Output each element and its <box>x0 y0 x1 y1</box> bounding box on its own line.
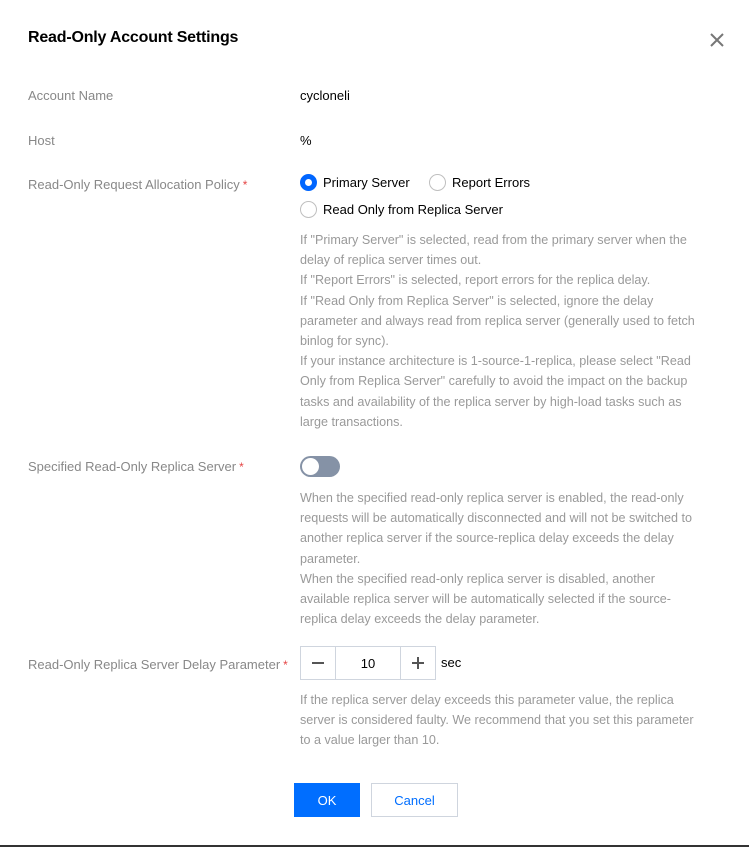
dialog-title: Read-Only Account Settings <box>28 29 239 46</box>
radio-label: Report Errors <box>452 175 531 190</box>
account-name-label: Account Name <box>28 88 114 103</box>
decrement-button[interactable] <box>301 647 335 679</box>
minus-icon <box>311 656 325 670</box>
delay-value-input[interactable]: 10 <box>335 647 401 679</box>
radio-report-errors[interactable] <box>429 174 530 191</box>
help-line: When the specified read-only replica server is disabled, another available replica server will be automatically selected if the source-replica delay exceeds the delay parameter. <box>300 571 671 627</box>
increment-button[interactable] <box>401 647 435 679</box>
specified-replica-help <box>300 488 700 629</box>
radio-primary-server[interactable] <box>300 174 410 191</box>
toggle-knob <box>302 458 319 475</box>
delay-parameter-label <box>28 657 288 672</box>
close-icon <box>707 30 727 50</box>
radio-unchecked-icon <box>300 201 317 218</box>
allocation-policy-label <box>28 177 247 192</box>
delay-parameter-label-text: Read-Only Replica Server Delay Parameter <box>28 657 281 672</box>
help-line: If your instance architecture is 1-source-1-replica, please select "Read Only from Replica Server" carefully to avoid the impact on the backup tasks and availability of the replica server by high-load tasks such as large transactions. <box>300 354 691 429</box>
close-button[interactable] <box>707 30 727 50</box>
delay-parameter-stepper <box>300 646 436 680</box>
allocation-policy-label-text: Read-Only Request Allocation Policy <box>28 177 240 192</box>
radio-label: Read Only from Replica Server <box>323 202 503 217</box>
radio-read-only-from-replica[interactable] <box>300 201 503 218</box>
account-name-value: cycloneli <box>300 88 350 103</box>
ok-button[interactable]: OK <box>294 783 360 817</box>
help-line: If "Report Errors" is selected, report errors for the replica delay. <box>300 273 651 288</box>
help-line: If "Primary Server" is selected, read from the primary server when the delay of replica server times out. <box>300 233 687 268</box>
help-line: If "Read Only from Replica Server" is selected, ignore the delay parameter and always read from replica server (generally used to fetch binlog for sync). <box>300 293 695 349</box>
required-mark: * <box>242 178 248 192</box>
specified-replica-label <box>28 459 244 474</box>
radio-label: Primary Server <box>323 175 410 190</box>
specified-replica-label-text: Specified Read-Only Replica Server <box>28 459 237 474</box>
required-mark: * <box>283 658 288 672</box>
delay-parameter-help: If the replica server delay exceeds this parameter value, the replica server is considered faulty. We recommend that you set this parameter to a value larger than 10. <box>300 693 694 748</box>
required-mark: * <box>239 460 244 474</box>
host-value: % <box>300 133 312 148</box>
allocation-policy-help <box>300 230 700 432</box>
delay-unit: sec <box>441 655 462 670</box>
plus-icon <box>411 656 425 670</box>
radio-unchecked-icon <box>429 174 446 191</box>
help-line: When the specified read-only replica server is enabled, the read-only requests will be automatically disconnected and will not be switched to another replica server if the source-replica delay exceeds the delay parameter. <box>300 491 693 566</box>
specified-replica-toggle[interactable] <box>300 456 340 477</box>
host-label: Host <box>28 133 55 148</box>
radio-checked-icon <box>300 174 317 191</box>
cancel-button[interactable]: Cancel <box>371 783 458 817</box>
